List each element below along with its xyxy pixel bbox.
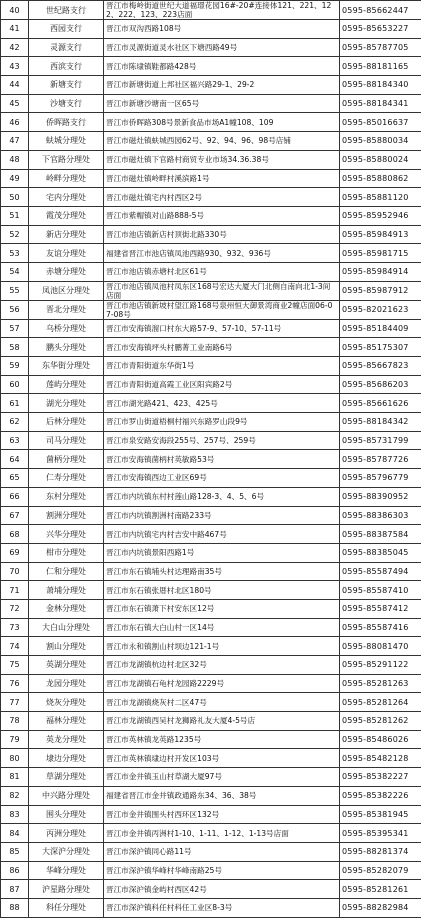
row-number: 54 <box>1 262 29 281</box>
branch-phone: 0595-85880024 <box>340 150 421 169</box>
branch-address: 晋江市紫帽镇对山路888-5号 <box>104 206 340 225</box>
table-row <box>1 300 421 319</box>
table-row <box>1 562 421 581</box>
branch-name: 霞茂分理处 <box>29 206 104 225</box>
table-row <box>1 469 421 488</box>
branch-phone: 0595-85281263 <box>340 674 421 693</box>
branch-name: 仁和分理处 <box>29 562 104 581</box>
branch-address: 晋江市龙湖镇杭边村北区32号 <box>104 656 340 675</box>
branch-phone: 0595-88081470 <box>340 637 421 656</box>
branch-name: 西园支行 <box>29 20 104 39</box>
branch-name: 草湖分理处 <box>29 768 104 787</box>
row-number: 69 <box>1 543 29 562</box>
branch-phone: 0595-85952946 <box>340 206 421 225</box>
branch-address: 晋江市池店镇新坡村望江路168号泉州恒大御景湾商业2幢店面06-07-08号 <box>104 300 340 319</box>
row-number: 87 <box>1 880 29 899</box>
branch-name: 侨晖路支行 <box>29 113 104 132</box>
row-number: 48 <box>1 150 29 169</box>
branch-address: 晋江市梅岭街道世纪大道福璟花园16#-20#连接体121、221、122、222、123、223店面 <box>104 1 340 20</box>
table-row <box>1 281 421 300</box>
branch-name: 兴华分理处 <box>29 525 104 544</box>
branch-phone: 0595-85281261 <box>340 880 421 899</box>
table-row <box>1 169 421 188</box>
row-number: 80 <box>1 749 29 768</box>
row-number: 71 <box>1 581 29 600</box>
branch-address: 晋江市磁灶镇下官路村商贸专业市场34.36.38号 <box>104 150 340 169</box>
branch-phone: 0595-88184342 <box>340 413 421 432</box>
branch-name: 仁寿分理处 <box>29 469 104 488</box>
row-number: 76 <box>1 674 29 693</box>
row-number: 49 <box>1 169 29 188</box>
branch-phone: 0595-85382226 <box>340 786 421 805</box>
branch-phone: 0595-85662447 <box>340 1 421 20</box>
branch-name: 友谊分理处 <box>29 244 104 263</box>
branch-name: 沙塘支行 <box>29 94 104 113</box>
table-row <box>1 693 421 712</box>
branch-name: 司马分理处 <box>29 431 104 450</box>
table-row <box>1 38 421 57</box>
branch-name: 割山分理处 <box>29 637 104 656</box>
table-row <box>1 880 421 899</box>
branch-phone: 0595-88184340 <box>340 76 421 95</box>
row-number: 81 <box>1 768 29 787</box>
branch-phone: 0595-85731799 <box>340 431 421 450</box>
branch-name: 赤塘分理处 <box>29 262 104 281</box>
row-number: 72 <box>1 599 29 618</box>
table-row <box>1 113 421 132</box>
branch-address: 晋江市内坑镇宅内村吉安中路467号 <box>104 525 340 544</box>
table-row <box>1 861 421 880</box>
table-row <box>1 749 421 768</box>
table-row <box>1 450 421 469</box>
row-number: 58 <box>1 338 29 357</box>
branch-name: 后林分理处 <box>29 413 104 432</box>
table-row <box>1 132 421 151</box>
row-number: 56 <box>1 300 29 319</box>
table-row <box>1 225 421 244</box>
branch-address: 晋江市磁灶镇宅内村西区2号 <box>104 188 340 207</box>
table-row <box>1 76 421 95</box>
branch-address: 晋江市池店镇新店村顶街北路330号 <box>104 225 340 244</box>
branch-name: 西滨支行 <box>29 57 104 76</box>
branch-name: 大深沪分理处 <box>29 842 104 861</box>
branch-phone: 0595-85587494 <box>340 562 421 581</box>
table-row <box>1 357 421 376</box>
row-number: 52 <box>1 225 29 244</box>
branch-address: 晋江市池店镇凤池村凤东区168号宏达大厦大门北侧自南向北1-3间店面 <box>104 281 340 300</box>
branch-name: 烧灰分理处 <box>29 693 104 712</box>
row-number: 83 <box>1 805 29 824</box>
branch-address: 晋江市磁灶镇蚨城西园62号、92、94、96、98号店铺 <box>104 132 340 151</box>
row-number: 64 <box>1 450 29 469</box>
branch-address: 晋江市泉安路安海段255号、257号、259号 <box>104 431 340 450</box>
table-row <box>1 188 421 207</box>
branch-address: 晋江市青阳街道高霞工业区阳宾路2号 <box>104 375 340 394</box>
branch-name: 英湖分理处 <box>29 656 104 675</box>
table-body <box>1 1 421 918</box>
branch-address: 晋江市东石镇大白山村一区14号 <box>104 618 340 637</box>
branch-address: 晋江市金井镇玉山村草湖大厦97号 <box>104 768 340 787</box>
row-number: 63 <box>1 431 29 450</box>
row-number: 55 <box>1 281 29 300</box>
row-number: 62 <box>1 413 29 432</box>
table-row <box>1 375 421 394</box>
branch-address: 晋江市深沪镇科任村科任工业区8-3号 <box>104 898 340 917</box>
branch-address: 晋江市侨晖路308号景新食品市场A1幢108、109 <box>104 113 340 132</box>
branch-address: 晋江市深沪镇华峰村华峰南路25号 <box>104 861 340 880</box>
branch-phone: 0595-85587416 <box>340 618 421 637</box>
branch-phone: 0595-85880034 <box>340 132 421 151</box>
branch-phone: 0595-85486026 <box>340 730 421 749</box>
branch-address: 晋江市东石镇埔头村达理路南35号 <box>104 562 340 581</box>
branch-name: 莲屿分理处 <box>29 375 104 394</box>
branch-address: 晋江市新塘街道上邦社区福兴路29-1、29-2 <box>104 76 340 95</box>
table-row <box>1 898 421 917</box>
row-number: 79 <box>1 730 29 749</box>
table-row <box>1 730 421 749</box>
row-number: 84 <box>1 824 29 843</box>
branch-address: 晋江市龙湖镇西吴村龙狮路礼友大厦4-5号店 <box>104 712 340 731</box>
branch-phone: 0595-85282079 <box>340 861 421 880</box>
branch-address: 晋江市龙湖镇烧灰村二区47号 <box>104 693 340 712</box>
branch-name: 宅内分理处 <box>29 188 104 207</box>
table-row <box>1 506 421 525</box>
table-row <box>1 543 421 562</box>
branch-address: 晋江市青阳街道东华街1号 <box>104 357 340 376</box>
row-number: 60 <box>1 375 29 394</box>
table-row <box>1 805 421 824</box>
row-number: 47 <box>1 132 29 151</box>
branch-phone: 0595-85281264 <box>340 693 421 712</box>
branch-name: 新店分理处 <box>29 225 104 244</box>
row-number: 70 <box>1 562 29 581</box>
row-number: 88 <box>1 898 29 917</box>
branch-address: 晋江市东石镇张厝村北区180号 <box>104 581 340 600</box>
branch-phone: 0595-85796779 <box>340 469 421 488</box>
row-number: 73 <box>1 618 29 637</box>
branch-phone: 0595-85880862 <box>340 169 421 188</box>
branch-address: 晋江市湖光路421、423、425号 <box>104 394 340 413</box>
table-row <box>1 206 421 225</box>
row-number: 53 <box>1 244 29 263</box>
row-number: 85 <box>1 842 29 861</box>
branch-address: 晋江市内坑镇割洲村南路233号 <box>104 506 340 525</box>
branch-name: 晋北分理处 <box>29 300 104 319</box>
row-number: 77 <box>1 693 29 712</box>
branch-address: 晋江市金井镇丙洲村1-10、1-11、1-12、1-13号店面 <box>104 824 340 843</box>
row-number: 67 <box>1 506 29 525</box>
branch-phone: 0595-85587410 <box>340 581 421 600</box>
table-row <box>1 338 421 357</box>
table-row <box>1 768 421 787</box>
branch-address: 晋江市安海镇坪头村鹏菁工业南路6号 <box>104 338 340 357</box>
row-number: 68 <box>1 525 29 544</box>
branch-name: 菌柄分理处 <box>29 450 104 469</box>
row-number: 50 <box>1 188 29 207</box>
row-number: 41 <box>1 20 29 39</box>
row-number: 78 <box>1 712 29 731</box>
table-row <box>1 262 421 281</box>
row-number: 75 <box>1 656 29 675</box>
table-row <box>1 244 421 263</box>
branch-address: 晋江市深沪镇同心路11号 <box>104 842 340 861</box>
branch-name: 新塘支行 <box>29 76 104 95</box>
branch-name: 柑市分理处 <box>29 543 104 562</box>
branch-phone: 0595-85667823 <box>340 357 421 376</box>
table-row <box>1 618 421 637</box>
branch-address: 晋江市双沟西路108号 <box>104 20 340 39</box>
branch-address: 晋江市东石镇萧下村安东区12号 <box>104 599 340 618</box>
branch-address: 晋江市安海镇西边工业区69号 <box>104 469 340 488</box>
branch-address: 福建省晋江市池店镇凤池西路930、932、936号 <box>104 244 340 263</box>
branch-name: 围头分理处 <box>29 805 104 824</box>
table-row <box>1 712 421 731</box>
table-row <box>1 319 421 338</box>
table-row <box>1 786 421 805</box>
branch-phone: 0595-85016637 <box>340 113 421 132</box>
branch-name: 丙洲分理处 <box>29 824 104 843</box>
branch-phone: 0595-88181165 <box>340 57 421 76</box>
branch-name: 埭边分理处 <box>29 749 104 768</box>
row-number: 66 <box>1 487 29 506</box>
table-row <box>1 525 421 544</box>
table-row <box>1 57 421 76</box>
branch-phone: 0595-85881120 <box>340 188 421 207</box>
branch-name: 灵源支行 <box>29 38 104 57</box>
branch-name: 世纪路支行 <box>29 1 104 20</box>
branch-name: 乌桥分理处 <box>29 319 104 338</box>
branch-phone: 0595-85175307 <box>340 338 421 357</box>
row-number: 65 <box>1 469 29 488</box>
branch-phone: 0595-85281262 <box>340 712 421 731</box>
branch-address: 晋江市英林镇龙英路1235号 <box>104 730 340 749</box>
branch-address: 晋江市龙湖镇石龟村龙园路2229号 <box>104 674 340 693</box>
row-number: 45 <box>1 94 29 113</box>
branch-phone: 0595-85381945 <box>340 805 421 824</box>
branch-phone: 0595-88387584 <box>340 525 421 544</box>
table-row <box>1 413 421 432</box>
branch-name: 福林分理处 <box>29 712 104 731</box>
row-number: 59 <box>1 357 29 376</box>
branch-name: 华峰分理处 <box>29 861 104 880</box>
table-row <box>1 431 421 450</box>
branch-phone: 0595-85686203 <box>340 375 421 394</box>
branch-address: 晋江市陈埭镇鞋都路428号 <box>104 57 340 76</box>
branch-name: 东村分理处 <box>29 487 104 506</box>
branch-phone: 0595-85987912 <box>340 281 421 300</box>
branch-name: 大白山分理处 <box>29 618 104 637</box>
branch-address: 晋江市内坑镇东村村莲山路128-3、4、5、6号 <box>104 487 340 506</box>
row-number: 43 <box>1 57 29 76</box>
branch-phone: 0595-85984914 <box>340 262 421 281</box>
branch-phone: 0595-85587412 <box>340 599 421 618</box>
table-row <box>1 674 421 693</box>
branch-address: 晋江市灵源街道灵水社区下塘西路49号 <box>104 38 340 57</box>
branch-phone: 0595-85482128 <box>340 749 421 768</box>
branch-name: 岭畔分理处 <box>29 169 104 188</box>
table-row <box>1 656 421 675</box>
row-number: 51 <box>1 206 29 225</box>
table-row <box>1 94 421 113</box>
branch-name: 鹏头分理处 <box>29 338 104 357</box>
branch-phone: 0595-85291122 <box>340 656 421 675</box>
branch-address: 晋江市罗山街道梧桐村福兴东路罗山段9号 <box>104 413 340 432</box>
row-number: 82 <box>1 786 29 805</box>
branch-name: 凤池区分理处 <box>29 281 104 300</box>
branch-name: 科任分理处 <box>29 898 104 917</box>
branch-phone: 0595-85395341 <box>340 824 421 843</box>
branch-phone: 0595-85787705 <box>340 38 421 57</box>
branch-name: 蚨城分理处 <box>29 132 104 151</box>
branch-phone: 0595-85981715 <box>340 244 421 263</box>
row-number: 44 <box>1 76 29 95</box>
branch-phone: 0595-85984913 <box>340 225 421 244</box>
table-row <box>1 487 421 506</box>
row-number: 86 <box>1 861 29 880</box>
branch-name: 湖光分理处 <box>29 394 104 413</box>
branch-name: 中兴路分理处 <box>29 786 104 805</box>
branch-address: 晋江市英林镇埭边村开发区103号 <box>104 749 340 768</box>
branch-name: 萧埔分理处 <box>29 581 104 600</box>
row-number: 61 <box>1 394 29 413</box>
table-row <box>1 394 421 413</box>
table-row <box>1 842 421 861</box>
branch-address: 福建省晋江市金井镇政通路东34、36、38号 <box>104 786 340 805</box>
branch-name: 金林分理处 <box>29 599 104 618</box>
branch-phone: 0595-88282984 <box>340 898 421 917</box>
branch-address: 晋江市安海镇溜口村东大路57-9、57-10、57-11号 <box>104 319 340 338</box>
row-number: 42 <box>1 38 29 57</box>
branch-name: 英龙分理处 <box>29 730 104 749</box>
branch-name: 下官路分理处 <box>29 150 104 169</box>
branch-phone: 0595-88281374 <box>340 842 421 861</box>
table-row <box>1 824 421 843</box>
table-row <box>1 581 421 600</box>
branch-phone: 0595-85661626 <box>340 394 421 413</box>
branch-address: 晋江市深沪镇金屿村西区42号 <box>104 880 340 899</box>
branch-address: 晋江市永和镇割山村坝边121-1号 <box>104 637 340 656</box>
table-row <box>1 1 421 20</box>
branch-phone: 0595-82021623 <box>340 300 421 319</box>
table-row <box>1 599 421 618</box>
branch-name: 沪星路分理处 <box>29 880 104 899</box>
branch-name: 割洲分理处 <box>29 506 104 525</box>
row-number: 46 <box>1 113 29 132</box>
branch-address: 晋江市内坑镇景阳西路1号 <box>104 543 340 562</box>
branch-name: 东华街分理处 <box>29 357 104 376</box>
branch-phone: 0595-85787726 <box>340 450 421 469</box>
row-number: 57 <box>1 319 29 338</box>
branch-address: 晋江市金井镇围头村西环区132号 <box>104 805 340 824</box>
branch-phone: 0595-85184409 <box>340 319 421 338</box>
branch-phone: 0595-88385045 <box>340 543 421 562</box>
table-row <box>1 150 421 169</box>
branch-address: 晋江市安海镇菌柄村英敏路53号 <box>104 450 340 469</box>
branch-phone: 0595-85653227 <box>340 20 421 39</box>
branch-address: 晋江市磁灶镇岭畔村溪滨路1号 <box>104 169 340 188</box>
branch-name: 龙园分理处 <box>29 674 104 693</box>
row-number: 40 <box>1 1 29 20</box>
branch-phone: 0595-85382227 <box>340 768 421 787</box>
branch-address: 晋江市新塘沙塘南一区65号 <box>104 94 340 113</box>
branch-phone: 0595-88390952 <box>340 487 421 506</box>
table-row <box>1 20 421 39</box>
table-row <box>1 637 421 656</box>
row-number: 74 <box>1 637 29 656</box>
branch-phone: 0595-88184341 <box>340 94 421 113</box>
branch-address: 晋江市池店镇赤塘村北区61号 <box>104 262 340 281</box>
branch-phone: 0595-88386303 <box>340 506 421 525</box>
